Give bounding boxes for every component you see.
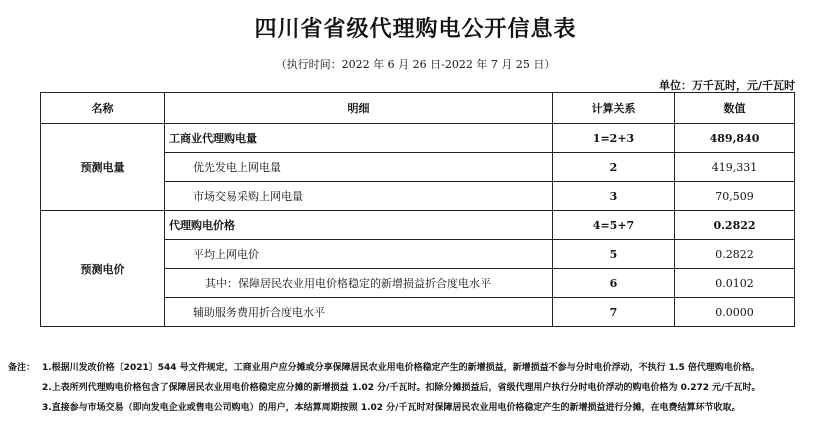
header-detail: 明细: [165, 93, 553, 124]
note-text-1: 1.根据川发改价格〔2021〕544 号文件规定，工商业用户应分摊或分享保障居民农业用电价格稳定产生的新增损益，新增损益不参与分时电价浮动，不执行 1.5 倍代理购电价格。: [42, 363, 760, 373]
notes-label: 备注：: [8, 363, 36, 373]
header-value: 数值: [675, 93, 795, 124]
row-value: 0.2822: [675, 211, 795, 240]
header-name: 名称: [41, 93, 165, 124]
note-line-3: [8, 398, 828, 418]
note-line-2: [8, 378, 828, 398]
row-relation: 7: [553, 298, 675, 327]
row-value: 0.0102: [675, 269, 795, 298]
row-relation: 1=2+3: [553, 124, 675, 153]
row-relation: 4=5+7: [553, 211, 675, 240]
table-row: [41, 211, 795, 240]
note-text-2: 2.上表所列代理购电价格包含了保障居民农业用电价格稳定应分摊的新增损益 1.02 分/千瓦时。扣除分摊损益后，省级代理用户执行分时电价浮动的购电价格为 0.272 元/千瓦时。: [42, 383, 761, 393]
row-relation: 6: [553, 269, 675, 298]
group-name-forecast-volume: 预测电量: [41, 124, 165, 211]
row-value: 489,840: [675, 124, 795, 153]
page-title: 四川省省级代理购电公开信息表: [254, 17, 577, 42]
row-detail: 代理购电价格: [165, 211, 553, 240]
row-relation: 2: [553, 153, 675, 182]
row-detail: 其中：保障居民农业用电价格稳定的新增损益折合度电水平: [165, 269, 553, 298]
row-detail: 工商业代理购电量: [165, 124, 553, 153]
table-header-row: [41, 93, 795, 124]
row-relation: 5: [553, 240, 675, 269]
execution-period: （执行时间：2022 年 6 月 26 日-2022 年 7 月 25 日）: [275, 58, 556, 71]
note-line-1: [8, 358, 828, 378]
row-detail: 辅助服务费用折合度电水平: [165, 298, 553, 327]
row-value: 70,509: [675, 182, 795, 211]
notes-section: [8, 358, 828, 418]
row-detail: 平均上网电价: [165, 240, 553, 269]
row-relation: 3: [553, 182, 675, 211]
row-detail: 市场交易采购上网电量: [165, 182, 553, 211]
row-value: 0.2822: [675, 240, 795, 269]
note-text-3: 3.直接参与市场交易（即向发电企业或售电公司购电）的用户，本结算周期按照 1.02 分/千瓦时对保障居民农业用电价格稳定产生的新增损益进行分摊，在电费结算环节收取。: [42, 403, 741, 413]
row-value: 419,331: [675, 153, 795, 182]
header-relation: 计算关系: [553, 93, 675, 124]
group-name-forecast-price: 预测电价: [41, 211, 165, 327]
row-value: 0.0000: [675, 298, 795, 327]
table-row: [41, 124, 795, 153]
info-table: [40, 92, 795, 327]
row-detail: 优先发电上网电量: [165, 153, 553, 182]
unit-label: 单位：万千瓦时，元/千瓦时: [658, 79, 795, 92]
